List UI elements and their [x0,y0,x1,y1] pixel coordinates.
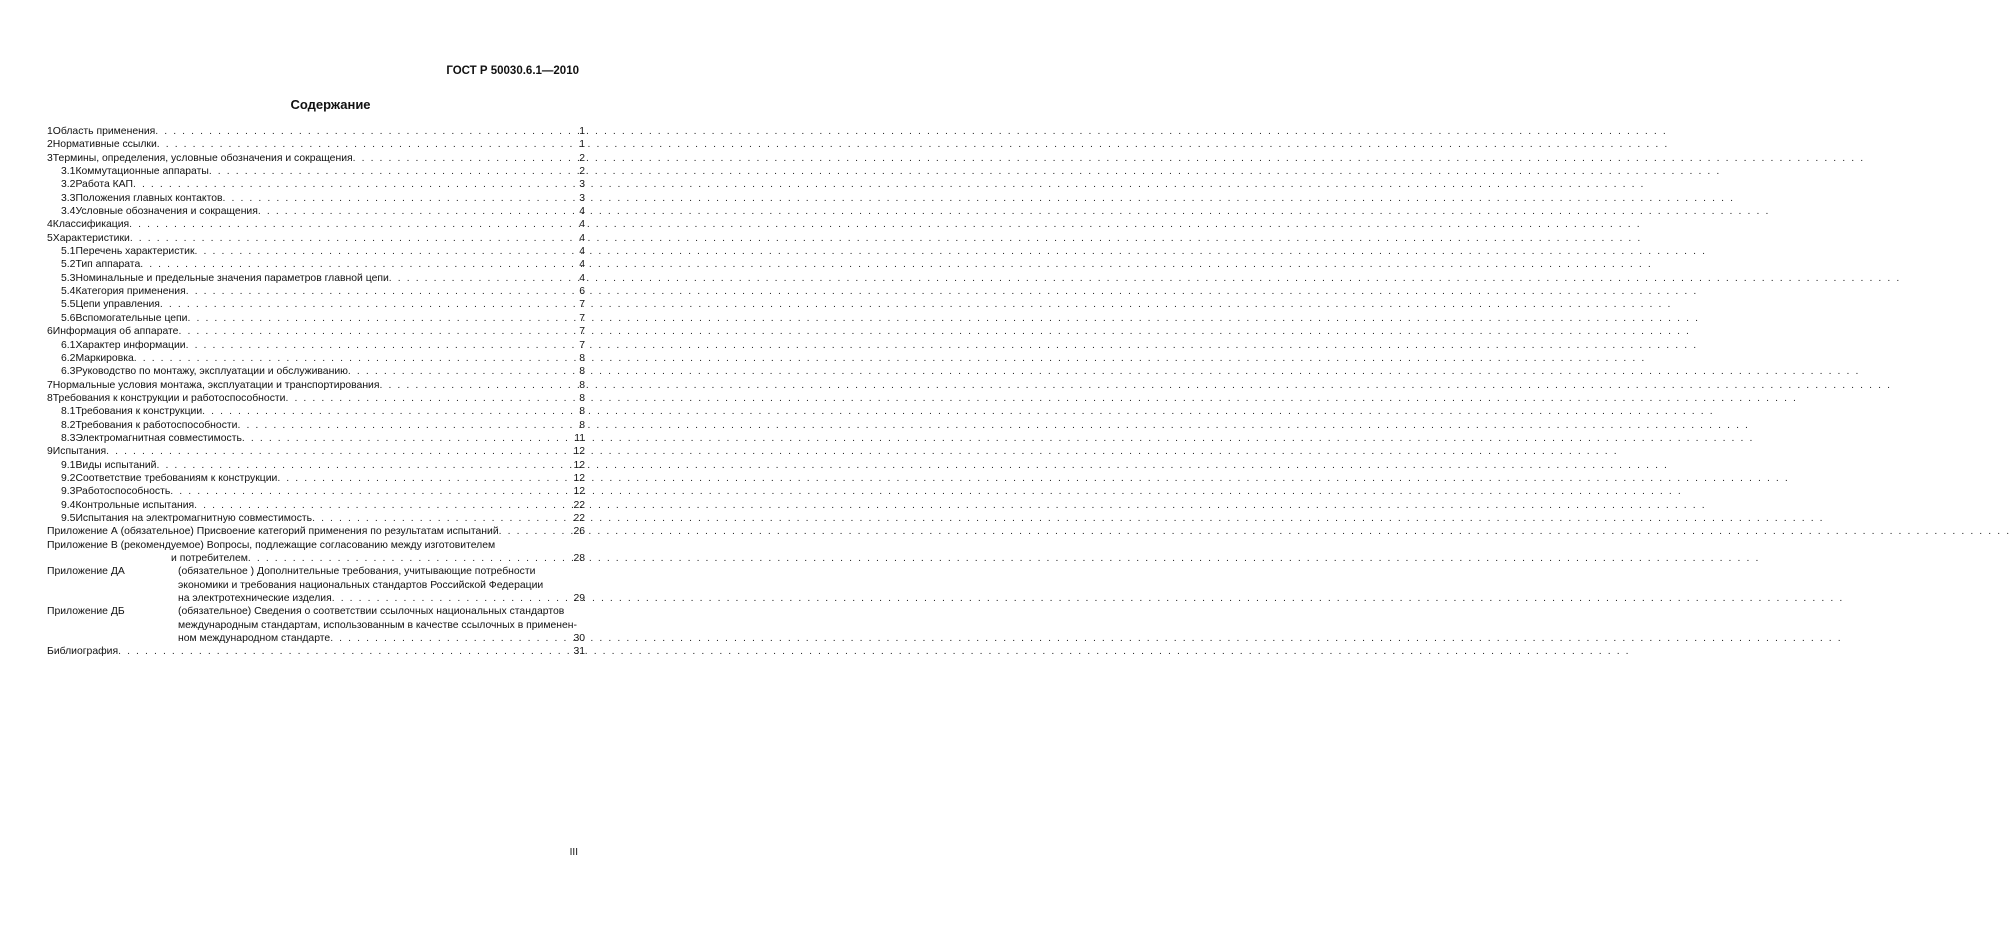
appendix-title: (обязательное) Сведения о соответствии ссылочных национальных стандартов [178,606,565,618]
toc-entry [47,125,585,138]
dot-leader [242,432,572,445]
toc-entry [47,232,585,245]
toc-entry-label: Руководство по монтажу, эксплуатации и обслуживанию [75,366,348,378]
toc-entry [47,432,585,445]
toc-entry [47,392,585,405]
toc-entry-number: 1 [47,126,53,137]
toc-entry-page: 12 [573,446,585,458]
toc-entry-label: Область применения [52,126,156,137]
toc-entry-page: 8 [579,379,585,391]
toc-entry-number: 3.4 [61,206,76,218]
toc-entry-label: Вспомогательные цепи [75,312,188,324]
toc-entry [47,285,585,298]
toc-entry-appendix-b [47,552,585,565]
table-of-contents [47,125,585,659]
toc-entry-label: Нормальные условия монтажа, эксплуатации и транспортирования [52,379,380,391]
toc-entry-label: Работоспособность [75,486,171,498]
toc-entry-number: 8.2 [61,419,76,431]
toc-entry [47,405,585,418]
dot-leader [248,552,572,565]
toc-entry-number: 9.1 [61,459,76,471]
toc-entry-page: 1 [579,126,585,137]
toc-entry-label: Информация об аппарате [52,326,179,338]
dot-leader [330,632,571,645]
toc-entry-page: 2 [579,152,585,164]
toc-entry-number: 8.3 [61,432,76,444]
dot-leader [186,285,577,298]
toc-entry-bibliography [47,645,585,658]
toc-entry-label: и потребителем [171,553,248,564]
dot-leader [160,298,577,311]
dot-leader [194,499,571,512]
toc-entry-number: 2 [47,139,53,151]
toc-entry-page: 8 [579,392,585,404]
toc-entry [47,178,585,191]
appendix-prefix: Приложение ДА [47,566,125,578]
dot-leader [129,218,577,231]
toc-entry [47,152,585,165]
toc-entry [47,325,585,338]
toc-entry-appendix-db [47,632,585,645]
toc-entry-page: 8 [579,366,585,378]
toc-entry-label: Нормативные ссылки [52,139,157,151]
toc-entry [47,272,585,285]
dot-leader [202,405,577,418]
toc-entry-number: 6.3 [61,366,76,378]
dot-leader [156,459,571,472]
toc-entry-label: Работа КАП [75,179,133,191]
toc-entry [47,352,585,365]
toc-entry [47,298,585,311]
toc-entry [47,138,585,151]
toc-entry-page: 8 [579,352,585,364]
toc-entry [47,192,585,205]
toc-entry [47,312,585,325]
toc-entry-number: 6.1 [61,339,76,351]
dot-leader [499,525,572,538]
toc-entry-label: Характер информации [75,339,186,351]
toc-entry [47,445,585,458]
toc-entry-number: 5 [47,232,53,244]
toc-entry [47,205,585,218]
toc-entry [47,472,585,485]
toc-entry-number: 5.1 [61,246,76,258]
toc-entry-label: Испытания [52,446,107,458]
toc-entry-page: 8 [579,406,585,418]
toc-entry-number: 9 [47,446,53,458]
dot-leader [379,379,577,392]
toc-entry-page: 7 [579,326,585,338]
toc-entry-label: Номинальные и предельные значения параметров главной цепи [75,272,389,284]
toc-entry-page: 7 [579,299,585,311]
toc-entry-label: Требования к конструкции [75,406,203,418]
toc-entry-label: Цепи управления [75,299,160,311]
toc-entry-label: Соответствие требованиям к конструкции [75,472,278,484]
page-number: III [569,847,578,858]
toc-entry [47,485,585,498]
toc-entry-number: 5.6 [61,312,76,324]
toc-entry-label: Коммутационные аппараты [75,166,209,178]
toc-entry-label: Маркировка [75,352,134,364]
toc-entry-number: 9.2 [61,472,76,484]
dot-leader [186,339,578,352]
toc-entry-page: 22 [573,512,585,524]
toc-entry-number: 3.3 [61,192,76,204]
standard-number: ГОСТ Р 50030.6.1—2010 [446,65,579,77]
toc-entry-label: Приложение А (обязательное) Присвоение категорий применения по результатам испытаний [47,526,499,538]
toc-entry [47,419,585,432]
toc-entry-number: 7 [47,379,53,391]
toc-entry-number: 9.5 [61,512,76,524]
toc-entry-number: 3 [47,152,53,164]
dot-leader [195,245,578,258]
toc-entry-page: 31 [573,646,585,658]
toc-entry-number: 6 [47,326,53,338]
toc-entry-page: 22 [573,499,585,511]
toc-entry-page: 8 [579,419,585,431]
toc-entry-page: 4 [579,246,585,258]
dot-leader [223,192,578,205]
toc-entry-label: Библиография [47,646,119,658]
toc-entry-appendix-a [47,525,585,538]
toc-entry-label: Условные обозначения и сокращения [75,206,258,218]
toc-entry-number: 5.5 [61,299,76,311]
dot-leader [258,205,577,218]
toc-entry-page: 12 [573,472,585,484]
toc-entry-page: 11 [574,432,585,444]
toc-sections [47,125,585,525]
toc-entry-appendix-da [47,592,585,605]
toc-entry-page: 1 [579,139,585,151]
dot-leader [130,232,577,245]
toc-entry-label: ном международном стандарте [178,633,331,645]
dot-leader [178,325,577,338]
dot-leader [348,365,577,378]
toc-entry-number: 8 [47,392,53,404]
dot-leader [134,352,577,365]
toc-entry-number: 5.4 [61,286,76,298]
page-title: Содержание [290,97,371,112]
dot-leader [140,258,577,271]
dot-leader [312,512,571,525]
toc-entry-page: 2 [579,166,585,178]
toc-entry [47,339,585,352]
toc-entry-label: Перечень характеристик [75,246,195,258]
toc-entry-page: 7 [579,339,585,351]
toc-entry-number: 9.3 [61,486,76,498]
toc-entry-label: Контрольные испытания [75,499,195,511]
dot-leader [332,592,572,605]
toc-entry-page: 30 [573,633,585,645]
toc-entry-label: Категория применения [75,286,186,298]
dot-leader [237,419,577,432]
toc-entry-appendix-da-line1 [47,565,585,578]
dot-leader [188,312,578,325]
toc-entry [47,365,585,378]
toc-entry-number: 4 [47,219,53,231]
toc-entry-label: Положения главных контактов [75,192,223,204]
toc-entry-label: Тип аппарата [75,259,141,271]
dot-leader [209,165,577,178]
toc-entry-label: Термины, определения, условные обозначения и сокращения [52,152,353,164]
appendix-prefix: Приложение ДБ [47,606,125,618]
toc-entry [47,379,585,392]
toc-entry [47,459,585,472]
dot-leader [389,272,577,285]
toc-entry-page: 4 [579,259,585,271]
toc-entry-page: 3 [579,192,585,204]
dot-leader [155,125,577,138]
dot-leader [133,178,577,191]
toc-entry-label: Виды испытаний [75,459,157,471]
toc-entry-number: 8.1 [61,406,76,418]
toc-entry-number: 5.3 [61,272,76,284]
toc-entry [47,245,585,258]
toc-entry-label: Классификация [52,219,130,231]
toc-entry-page: 12 [573,459,585,471]
dot-leader [170,485,571,498]
toc-entry-page: 4 [579,232,585,244]
dot-leader [353,152,578,165]
dot-leader [277,472,571,485]
dot-leader [106,445,571,458]
toc-entry-label: Электромагнитная совместимость [75,432,242,444]
toc-entry-label: Требования к работоспособности [75,419,238,431]
toc-entry-label: на электротехнические изделия [178,593,332,605]
toc-entry-page: 7 [579,312,585,324]
dot-leader [285,392,577,405]
toc-entry [47,218,585,231]
toc-entry-number: 9.4 [61,499,76,511]
toc-entry-page: 26 [573,526,585,538]
toc-entry-page: 4 [579,219,585,231]
toc-entry-appendix-da-line2: экономики и требования национальных стандартов Российской Федерации [178,579,544,591]
toc-entry-page: 12 [573,486,585,498]
toc-entry-appendix-db-line2: международным стандартам, использованным в качестве ссылочных в применен- [178,619,577,631]
toc-entry-appendix-db-line1 [47,605,585,618]
toc-entry-page: 4 [579,272,585,284]
toc-entry [47,512,585,525]
toc-entry-label: Характеристики [52,232,130,244]
toc-entry [47,165,585,178]
toc-entry-number: 3.2 [61,179,76,191]
dot-leader [118,645,571,658]
toc-entry-number: 6.2 [61,352,76,364]
dot-leader [157,138,577,151]
toc-entry [47,499,585,512]
toc-entry-number: 5.2 [61,259,76,271]
toc-entry-page: 29 [573,593,585,605]
toc-entry-page: 28 [573,553,585,564]
toc-entry-page: 3 [579,179,585,191]
toc-entry [47,258,585,271]
appendix-title: (обязательное ) Дополнительные требования, учитывающие потребности [178,566,536,578]
toc-entry-page: 4 [579,206,585,218]
toc-entry-appendix-b-line1: Приложение В (рекомендуемое) Вопросы, подлежащие согласованию между изготовителем [47,539,496,551]
toc-entry-number: 3.1 [61,166,76,178]
toc-entry-page: 6 [579,286,585,298]
toc-entry-label: Испытания на электромагнитную совместимость [75,512,313,524]
toc-entry-label: Требования к конструкции и работоспособности [52,392,286,404]
